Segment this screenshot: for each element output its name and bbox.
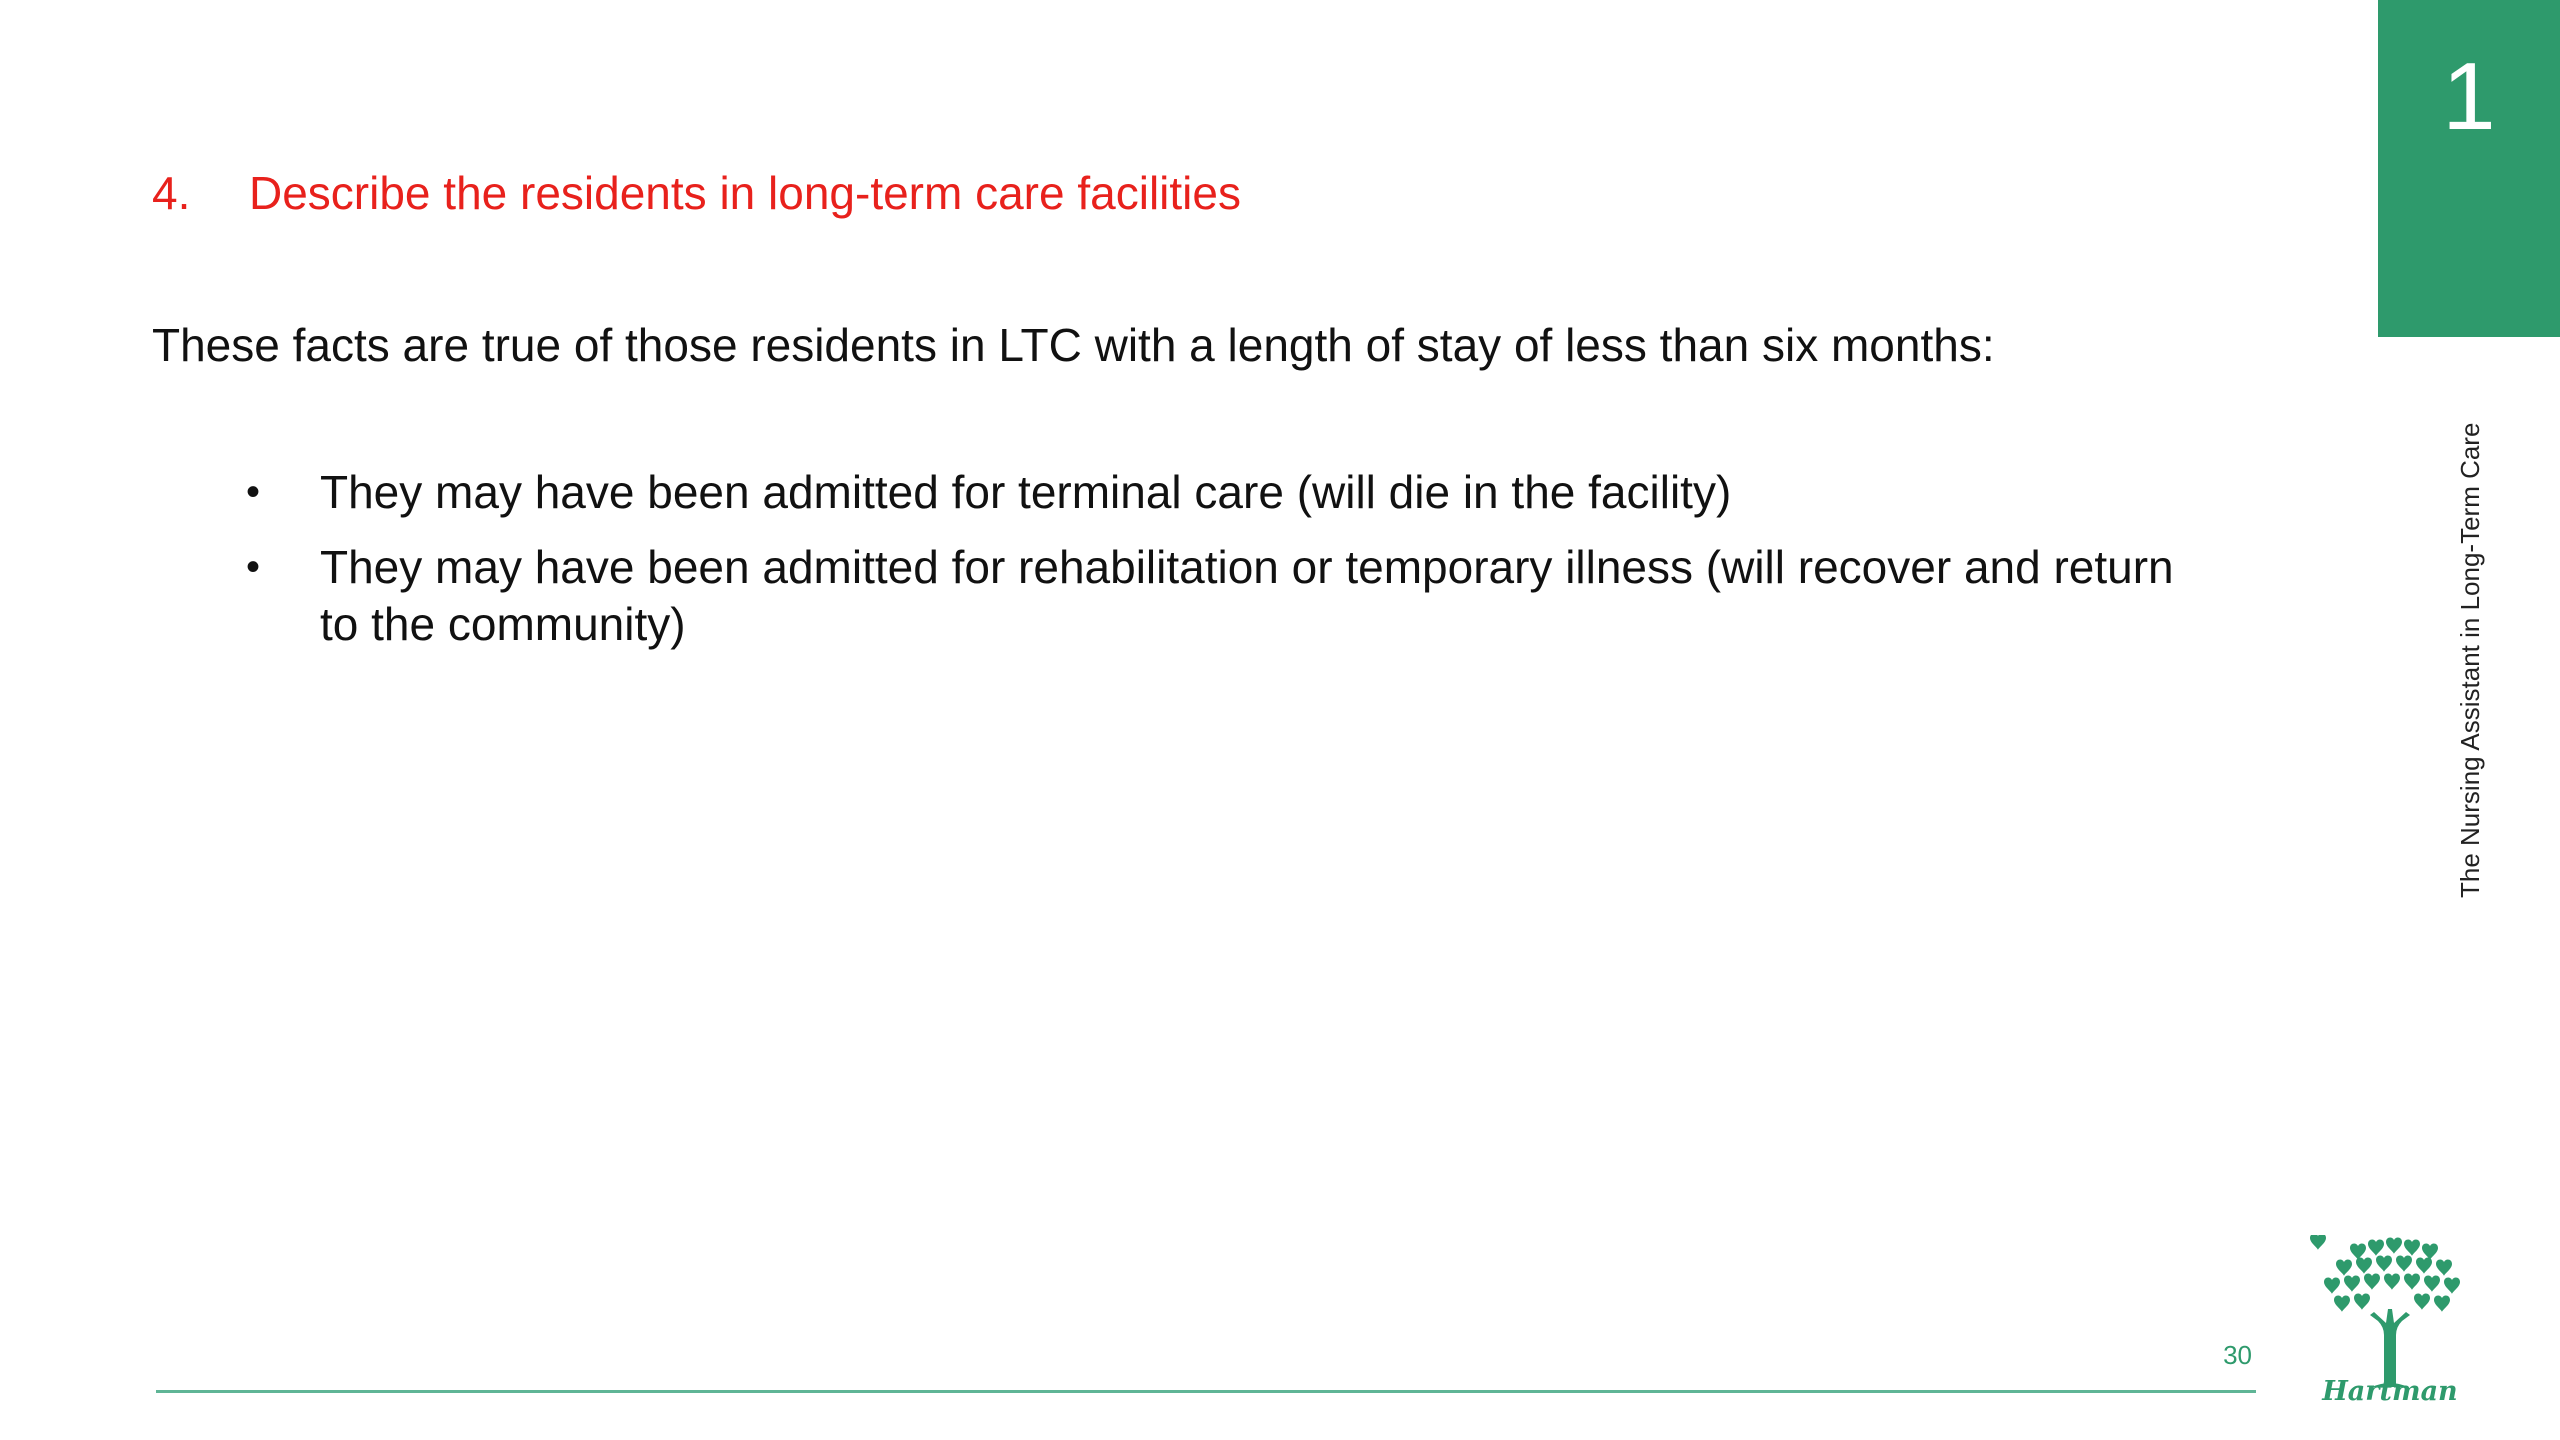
logo-wordmark: Hartman — [2322, 1376, 2458, 1407]
list-item — [240, 464, 2200, 521]
page-number: 30 — [2223, 1340, 2252, 1370]
slide-heading — [152, 166, 1241, 220]
intro-paragraph: These facts are true of those residents in LTC with a length of stay of less than six months: — [152, 319, 1995, 371]
bullet-text: They may have been admitted for terminal care (will die in the facility) — [320, 466, 1732, 518]
chapter-tab — [2378, 0, 2560, 337]
bullet-list — [240, 464, 2200, 671]
bullet-text: They may have been admitted for rehabilitation or temporary illness (will recover and return to the community) — [320, 541, 2174, 650]
heading-number: 4. — [152, 167, 191, 219]
list-item — [240, 539, 2200, 653]
heading-text: Describe the residents in long-term care facilities — [249, 167, 1241, 219]
chapter-number: 1 — [2442, 43, 2496, 150]
book-title-text: The Nursing Assistant in Long-Term Care — [2455, 422, 2485, 898]
bullet-marker: • — [246, 545, 261, 589]
footer-divider — [156, 1390, 2256, 1393]
bullet-marker: • — [246, 470, 261, 514]
